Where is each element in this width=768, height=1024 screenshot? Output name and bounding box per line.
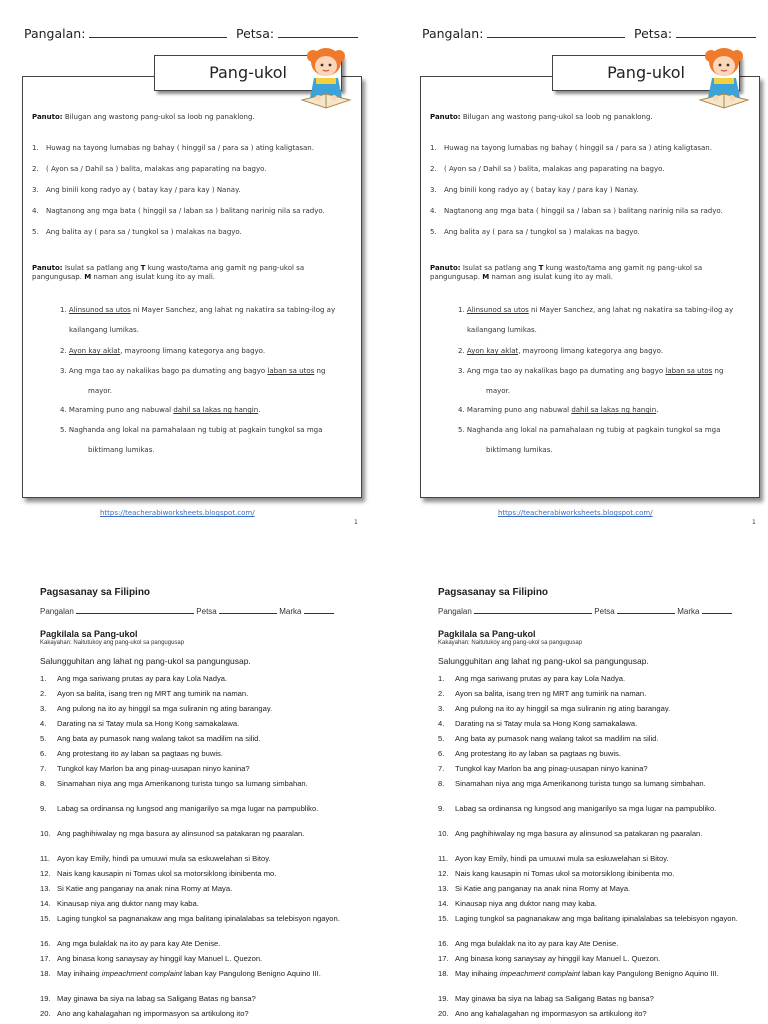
list-item: 19. May ginawa ba siya na labag sa Saligang Batas ng bansa? — [438, 994, 654, 1003]
list-item: 9. Labag sa ordinansa ng lungsod ang manigarilyo sa mga lugar na pampubliko. — [438, 804, 717, 813]
list-item: 6. Ang protestang ito ay laban sa pagtaas ng buwis. — [40, 749, 223, 758]
score-blank[interactable] — [702, 607, 732, 614]
tm-item: 1. Alinsunod sa utos ni Mayer Sanchez, ang lahat ng nakatira sa tabing-ilog ay kailangang lumikas. — [458, 306, 734, 334]
instruction-text: Bilugan ang wastong pang-ukol sa loob ng panaklong. — [64, 113, 255, 121]
list-item: 11. Ayon kay Emily, hindi pa umuuwi mula sa eskuwelahan si Bitoy. — [438, 854, 669, 863]
name-label: Pangalan: — [24, 26, 86, 41]
name-field — [422, 26, 625, 41]
instruction-1: Panuto: Bilugan ang wastong pang-ukol sa loob ng panaklong. — [430, 113, 653, 121]
mc-item: 5. Ang balita ay ( para sa / tungkol sa ) malakas na bagyo. — [430, 228, 640, 236]
list-item: 9. Labag sa ordinansa ng lungsod ang manigarilyo sa mga lugar na pampubliko. — [40, 804, 319, 813]
name-field — [24, 26, 227, 41]
mc-item: 4. Nagtanong ang mga bata ( hinggil sa / laban sa ) balitang narinig nila sa radyo. — [32, 207, 325, 215]
mc-item: 2. ( Ayon sa / Dahil sa ) balita, malakas ang paparating na bagyo. — [32, 165, 267, 173]
list-item: 7. Tungkol kay Marlon ba ang pinag-uusapan ninyo kanina? — [40, 764, 250, 773]
list-item: 1. Ang mga sariwang prutas ay para kay Lola Nadya. — [438, 674, 626, 683]
date-blank[interactable] — [278, 27, 358, 38]
exercise-title: Pagsasanay sa Filipino — [438, 587, 549, 598]
exercise-title: Pagsasanay sa Filipino — [40, 587, 151, 598]
list-item: 7. Tungkol kay Marlon ba ang pinag-uusapan ninyo kanina? — [438, 764, 648, 773]
instruction-label: Panuto: — [32, 113, 63, 121]
worksheet-top-left — [0, 0, 384, 535]
mc-item: 4. Nagtanong ang mga bata ( hinggil sa / laban sa ) balitang narinig nila sa radyo. — [430, 207, 723, 215]
list-item: 12. Nais kang kausapin ni Tomas ukol sa motorsiklong ibinibenta mo. — [438, 869, 675, 878]
list-item: 5. Ang bata ay pumasok nang walang takot sa madilim na silid. — [438, 734, 659, 743]
list-item: 16. Ang mga bulaklak na ito ay para kay Ate Denise. — [438, 939, 619, 948]
date-label: Petsa: — [634, 26, 673, 41]
worksheet-bottom-left — [0, 545, 384, 1024]
list-item: 3. Ang pulong na ito ay hinggil sa mga suliranin ng ating barangay. — [40, 704, 273, 713]
list-item: 10. Ang paghihiwalay ng mga basura ay alinsunod sa patakaran ng paaralan. — [40, 829, 305, 838]
list-item: 8. Sinamahan niya ang mga Amerikanong turista tungo sa lumang simbahan. — [40, 779, 308, 788]
list-item: 17. Ang binasa kong sanaysay ay hinggil kay Manuel L. Quezon. — [40, 954, 263, 963]
tm-item: 3. Ang mga tao ay nakalikas bago pa dumating ang bagyo laban sa utos ng mayor. — [458, 367, 724, 395]
tm-item: 2. Ayon kay aklat, mayroong limang kategorya ang bagyo. — [458, 347, 664, 355]
list-item: 2. Ayon sa balita, isang tren ng MRT ang tumirik na naman. — [40, 689, 249, 698]
date-blank[interactable] — [676, 27, 756, 38]
list-item: 5. Ang bata ay pumasok nang walang takot sa madilim na silid. — [40, 734, 261, 743]
reading-girl-illustration — [694, 42, 754, 114]
mc-item: 5. Ang balita ay ( para sa / tungkol sa ) malakas na bagyo. — [32, 228, 242, 236]
page-number: 1 — [752, 519, 756, 526]
list-item: 17. Ang binasa kong sanaysay ay hinggil kay Manuel L. Quezon. — [438, 954, 661, 963]
name-blank[interactable] — [487, 27, 625, 38]
list-item: 20. Ano ang kahalagahan ng impormasyon sa artikulong ito? — [438, 1009, 647, 1018]
section-title: Pagkilala sa Pang-ukol — [40, 629, 138, 639]
section-title: Pagkilala sa Pang-ukol — [438, 629, 536, 639]
list-item: 8. Sinamahan niya ang mga Amerikanong turista tungo sa lumang simbahan. — [438, 779, 706, 788]
list-item: 2. Ayon sa balita, isang tren ng MRT ang tumirik na naman. — [438, 689, 647, 698]
list-item: 14. Kinausap niya ang duktor nang may kaba. — [438, 899, 597, 908]
list-item: 13. Si Katie ang panganay na anak nina Romy at Maya. — [438, 884, 631, 893]
instruction-2: Panuto: Isulat sa patlang ang T kung wasto/tama ang gamit ng pang-ukol sa pangungusap. M naman ang isulat kung ito ay mali. — [430, 264, 703, 281]
score-blank[interactable] — [304, 607, 334, 614]
list-item: 15. Laging tungkol sa pagnanakaw ang mga balitang ipinalalabas sa telebisyon ngayon. — [40, 914, 340, 923]
student-info-row: Pangalan Petsa Marka — [438, 607, 732, 616]
name-blank[interactable] — [89, 27, 227, 38]
exercise-instruction: Salungguhitan ang lahat ng pang-ukol sa pangungusap. — [40, 656, 251, 666]
date-field — [634, 26, 756, 41]
tm-item: 2. Ayon kay aklat, mayroong limang kategorya ang bagyo. — [60, 347, 266, 355]
reading-girl-illustration — [296, 42, 356, 114]
name-blank[interactable] — [76, 607, 194, 614]
source-link[interactable]: https://teacherabiworksheets.blogspot.com/ — [498, 509, 653, 517]
worksheet-title: Pang-ukol — [154, 55, 342, 91]
tm-item: 1. Alinsunod sa utos ni Mayer Sanchez, ang lahat ng nakatira sa tabing-ilog ay kailangang lumikas. — [60, 306, 336, 334]
source-link[interactable]: https://teacherabiworksheets.blogspot.com/ — [100, 509, 255, 517]
tm-item: 5. Naghanda ang lokal na pamahalaan ng tubig at pagkain tungkol sa mga biktimang lumikas. — [458, 426, 721, 454]
list-item: 10. Ang paghihiwalay ng mga basura ay alinsunod sa patakaran ng paaralan. — [438, 829, 703, 838]
tm-item: 3. Ang mga tao ay nakalikas bago pa dumating ang bagyo laban sa utos ng mayor. — [60, 367, 326, 395]
list-item: 6. Ang protestang ito ay laban sa pagtaas ng buwis. — [438, 749, 621, 758]
exercise-instruction: Salungguhitan ang lahat ng pang-ukol sa pangungusap. — [438, 656, 649, 666]
date-field — [236, 26, 358, 41]
list-item: 18. May inihaing impeachment complaint laban kay Pangulong Benigno Aquino III. — [40, 969, 321, 978]
worksheet-top-right — [398, 0, 768, 535]
list-item: 11. Ayon kay Emily, hindi pa umuuwi mula sa eskuwelahan si Bitoy. — [40, 854, 271, 863]
mc-item: 2. ( Ayon sa / Dahil sa ) balita, malakas ang paparating na bagyo. — [430, 165, 665, 173]
section-subtitle: Kakayahan: Naitutukoy ang pang-ukol sa pangugusap — [438, 640, 583, 646]
name-label: Pangalan: — [422, 26, 484, 41]
list-item: 16. Ang mga bulaklak na ito ay para kay Ate Denise. — [40, 939, 221, 948]
list-item: 4. Darating na si Tatay mula sa Hong Kong samakalawa. — [40, 719, 240, 728]
list-item: 19. May ginawa ba siya na labag sa Saligang Batas ng bansa? — [40, 994, 256, 1003]
date-label: Petsa: — [236, 26, 275, 41]
list-item: 13. Si Katie ang panganay na anak nina Romy at Maya. — [40, 884, 233, 893]
list-item: 18. May inihaing impeachment complaint laban kay Pangulong Benigno Aquino III. — [438, 969, 719, 978]
worksheet-bottom-right — [398, 545, 768, 1024]
name-blank[interactable] — [474, 607, 592, 614]
mc-item: 3. Ang binili kong radyo ay ( batay kay / para kay ) Nanay. — [430, 186, 639, 194]
mc-item: 3. Ang binili kong radyo ay ( batay kay / para kay ) Nanay. — [32, 186, 241, 194]
list-item: 4. Darating na si Tatay mula sa Hong Kong samakalawa. — [438, 719, 638, 728]
section-subtitle: Kakayahan: Naitutukoy ang pang-ukol sa pangugusap — [40, 640, 185, 646]
instruction-2: Panuto: Isulat sa patlang ang T kung wasto/tama ang gamit ng pang-ukol sa pangungusap. M naman ang isulat kung ito ay mali. — [32, 264, 305, 281]
list-item: 20. Ano ang kahalagahan ng impormasyon sa artikulong ito? — [40, 1009, 249, 1018]
tm-item: 4. Maraming puno ang nabuwal dahil sa lakas ng hangin. — [458, 406, 659, 414]
list-item: 1. Ang mga sariwang prutas ay para kay Lola Nadya. — [40, 674, 228, 683]
mc-item: 1. Huwag na tayong lumabas ng bahay ( hinggil sa / para sa ) ating kaligtasan. — [32, 144, 314, 152]
tm-item: 5. Naghanda ang lokal na pamahalaan ng tubig at pagkain tungkol sa mga biktimang lumikas. — [60, 426, 323, 454]
date-blank[interactable] — [219, 607, 277, 614]
date-blank[interactable] — [617, 607, 675, 614]
instruction-1 — [32, 113, 352, 122]
tm-item: 4. Maraming puno ang nabuwal dahil sa lakas ng hangin. — [60, 406, 261, 414]
page-number: 1 — [354, 519, 358, 526]
list-item: 15. Laging tungkol sa pagnanakaw ang mga balitang ipinalalabas sa telebisyon ngayon. — [438, 914, 738, 923]
worksheet-title: Pang-ukol — [552, 55, 740, 91]
list-item: 14. Kinausap niya ang duktor nang may kaba. — [40, 899, 199, 908]
student-info-row: Pangalan Petsa Marka — [40, 607, 334, 616]
list-item: 12. Nais kang kausapin ni Tomas ukol sa motorsiklong ibinibenta mo. — [40, 869, 277, 878]
list-item: 3. Ang pulong na ito ay hinggil sa mga suliranin ng ating barangay. — [438, 704, 671, 713]
mc-item: 1. Huwag na tayong lumabas ng bahay ( hinggil sa / para sa ) ating kaligtasan. — [430, 144, 712, 152]
